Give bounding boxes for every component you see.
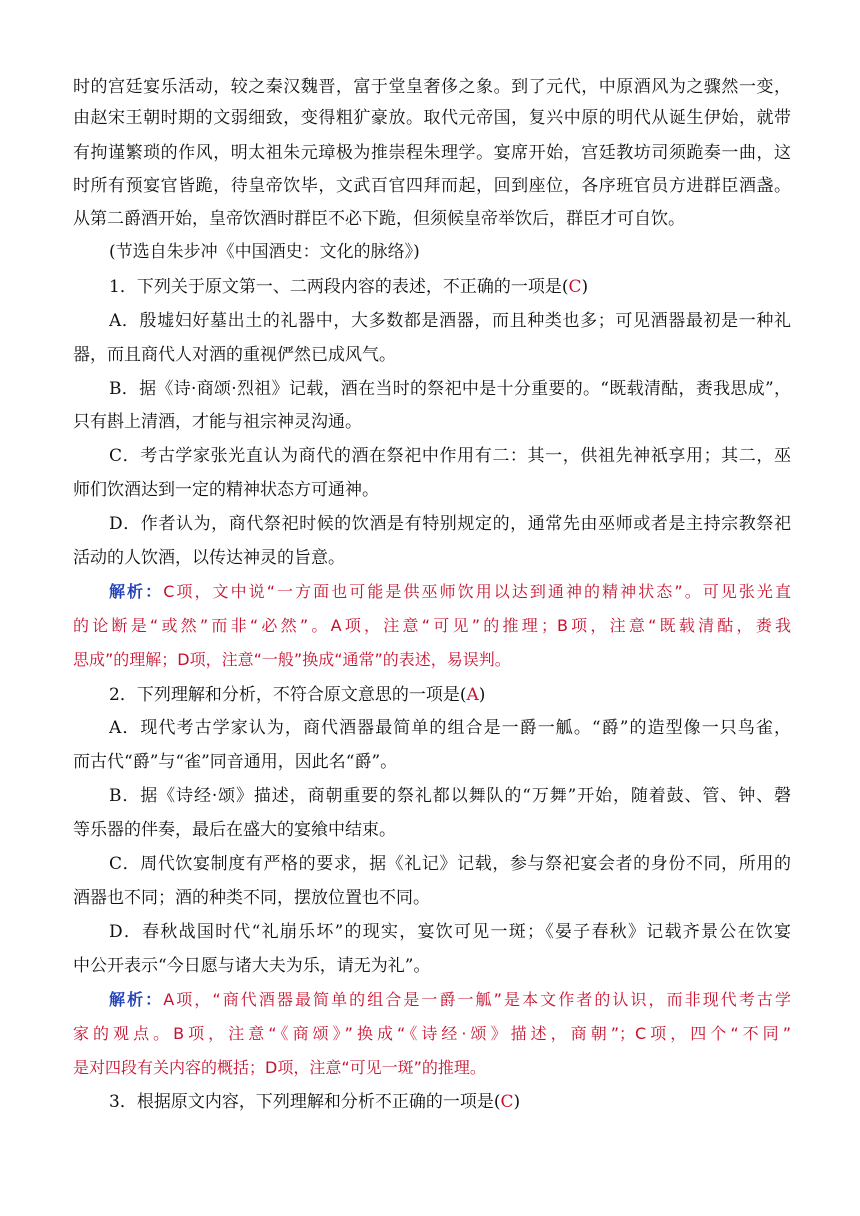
question-3-answer: C (500, 1092, 514, 1112)
option-c-cont: 酒器也不同；酒的种类不同，摆放位置也不同。 (73, 888, 430, 908)
option-d: D．春秋战国时代“礼崩乐坏”的现实，宴饮可见一斑；《晏子春秋》记载齐景公在饮宴 (109, 922, 791, 942)
question-3-stem: 3．根据原文内容，下列理解和分析不正确的一项是(C) (109, 1092, 521, 1112)
option-b-cont: 只有斟上清酒，才能与祖宗神灵沟通。 (73, 412, 362, 432)
option-b-cont: 等乐器的伴奏，最后在盛大的宴飨中结束。 (73, 820, 396, 840)
option-d-cont: 中公开表示“今日愿与诸大夫为乐，请无为礼”。 (73, 956, 431, 976)
explanation-2-cont: 是对四段有关内容的概括；D项，注意“可见一斑”的推理。 (73, 1058, 486, 1077)
source-citation: (节选自朱步冲《中国酒史：文化的脉络》) (109, 242, 420, 262)
explanation-1-cont: 的论断是“或然”而非“必然”。A项，注意“可见”的推理；B项，注意“既载清酤，赉我 (73, 616, 791, 635)
question-1-stem: 1．下列关于原文第一、二两段内容的表述，不正确的一项是(C) (109, 277, 589, 297)
explanation-label: 解析： (109, 990, 164, 1009)
explanation-label: 解析： (109, 582, 164, 601)
explanation-1-cont: 思成”的理解；D项，注意“一般”换成“通常”的表述，易误判。 (73, 650, 511, 669)
passage-line: 由赵宋王朝时期的文弱细致，变得粗犷豪放。取代元帝国，复兴中原的明代从诞生伊始，就带 (73, 108, 791, 128)
option-a: A．现代考古学家认为，商代酒器最简单的组合是一爵一觚。“爵”的造型像一只鸟雀， (109, 718, 791, 738)
passage-line: 从第二爵酒开始，皇帝饮酒时群臣不必下跪，但须候皇帝举饮后，群臣才可自饮。 (73, 209, 685, 229)
passage-line: 时的宫廷宴乐活动，较之秦汉魏晋，富于堂皇奢侈之象。到了元代，中原酒风为之骤然一变， (73, 77, 791, 97)
explanation-2-cont: 家的观点。B项，注意“《商颂》”换成“《诗经·颂》描述，商朝”；C项，四个“不同” (73, 1024, 791, 1043)
option-d: D．作者认为，商代祭祀时候的饮酒是有特别规定的，通常先由巫师或者是主持宗教祭祀 (109, 514, 791, 534)
explanation-2: 解析：A项，“商代酒器最简单的组合是一爵一觚”是本文作者的认识，而非现代考古学 (109, 990, 791, 1009)
option-c: C．周代饮宴制度有严格的要求，据《礼记》记载，参与祭祀宴会者的身份不同，所用的 (109, 854, 791, 874)
question-2-stem: 2．下列理解和分析，不符合原文意思的一项是(A) (109, 685, 486, 705)
option-a-cont: 器，而且商代人对酒的重视俨然已成风气。 (73, 345, 396, 365)
option-b: B．据《诗经·颂》描述，商朝重要的祭礼都以舞队的“万舞”开始，随着鼓、管、钟、磬 (109, 786, 791, 806)
question-2-answer: A (466, 685, 479, 705)
passage-line: 有拘谨繁琐的作风，明太祖朱元璋极为推崇程朱理学。宴席开始，宫廷教坊司须跪奏一曲，这 (73, 143, 791, 163)
explanation-1: 解析：C项，文中说“一方面也可能是供巫师饮用以达到通神的精神状态”。可见张光直 (109, 582, 791, 601)
option-a: A．殷墟妇好墓出土的礼器中，大多数都是酒器，而且种类也多；可见酒器最初是一种礼 (109, 311, 791, 331)
option-c: C．考古学家张光直认为商代的酒在祭祀中作用有二：其一，供祖先神祇享用；其二，巫 (109, 446, 791, 466)
option-c-cont: 师们饮酒达到一定的精神状态方可通神。 (73, 480, 379, 500)
option-b: B．据《诗·商颂·烈祖》记载，酒在当时的祭祀中是十分重要的。“既载清酤，赉我思成”， (109, 379, 791, 399)
passage-line: 时所有预宴官皆跪，待皇帝饮毕，文武百官四拜而起，回到座位，各序班官员方进群臣酒盏。 (73, 176, 791, 196)
question-1-answer: C (568, 277, 582, 297)
option-d-cont: 活动的人饮酒，以传达神灵的旨意。 (73, 548, 345, 568)
option-a-cont: 而古代“爵”与“雀”同音通用，因此名“爵”。 (73, 752, 398, 772)
